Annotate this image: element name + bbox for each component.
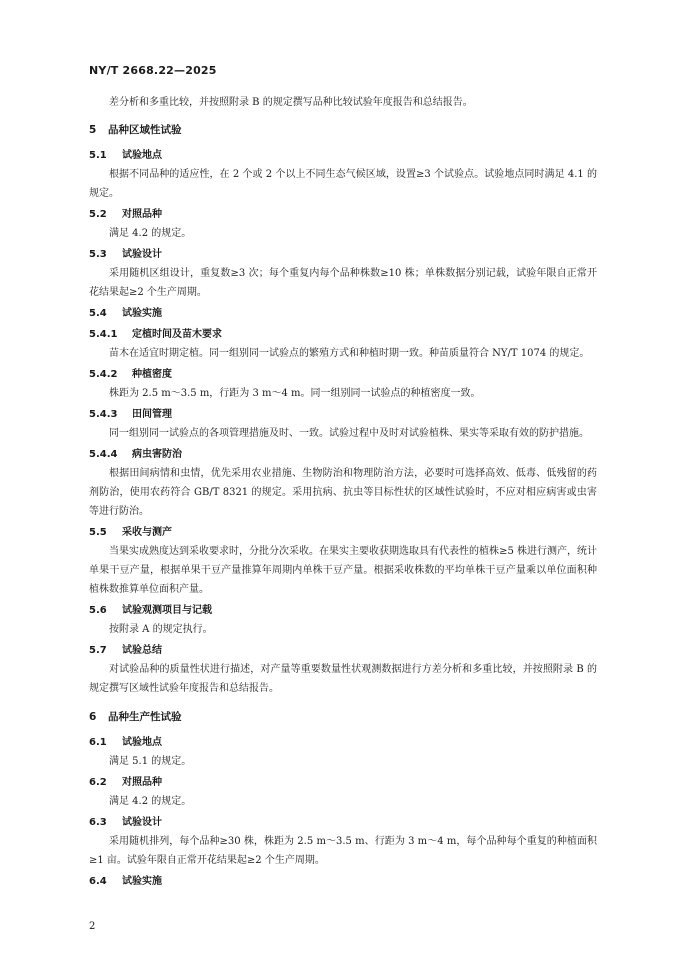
section-title: 对照品种 bbox=[122, 209, 162, 220]
section-title: 试验实施 bbox=[122, 308, 162, 319]
section-6-1-heading bbox=[89, 733, 597, 752]
section-5-6-text: 按附录 A 的规定执行。 bbox=[109, 624, 213, 635]
section-title: 试验地点 bbox=[122, 150, 162, 161]
section-5-4-4-text: 根据田间病情和虫情，优先采用农业措施、生物防治和物理防治方法，必要时可选择高效、低毒、低残留的药剂防治，使用农药符合 GB/T 8321 的规定。采用抗病、抗虫等目标性状的区域性试验时，不应对相应病害或虫害等进行防治。 bbox=[89, 468, 597, 517]
section-number: 5.5 bbox=[89, 527, 107, 538]
section-5-5-heading bbox=[89, 523, 597, 542]
section-5-6-heading bbox=[89, 601, 597, 620]
section-title: 采收与测产 bbox=[122, 527, 172, 538]
section-5-4-4-heading bbox=[89, 445, 597, 464]
section-6-2-text: 满足 4.2 的规定。 bbox=[109, 796, 192, 807]
section-title: 试验地点 bbox=[122, 737, 162, 748]
section-number: 5.1 bbox=[89, 150, 107, 161]
section-number: 5.7 bbox=[89, 645, 107, 656]
document-body bbox=[89, 93, 597, 891]
section-5-7-heading bbox=[89, 641, 597, 660]
section-number: 5.4.3 bbox=[89, 409, 118, 420]
section-number: 5.4.2 bbox=[89, 369, 118, 380]
section-title: 对照品种 bbox=[122, 777, 162, 788]
section-title: 病虫害防治 bbox=[132, 449, 182, 460]
section-title: 试验设计 bbox=[122, 817, 162, 828]
section-5-7-text: 对试验品种的质量性状进行描述，对产量等重要数量性状观测数据进行方差分析和多重比较，并按照附录 B 的规定撰写区域性试验年度报告和总结报告。 bbox=[89, 664, 597, 694]
section-title: 定植时间及苗木要求 bbox=[132, 329, 222, 340]
section-number: 5.2 bbox=[89, 209, 107, 220]
section-6-1-text: 满足 5.1 的规定。 bbox=[109, 756, 192, 767]
section-title: 品种生产性试验 bbox=[108, 711, 182, 723]
section-5-4-1-text: 苗木在适宜时期定植。同一组别同一试验点的繁殖方式和种植时期一致。种苗质量符合 NY/T 1074 的规定。 bbox=[109, 348, 590, 359]
section-6-3-text: 采用随机排列，每个品种≥30 株，株距为 2.5 m～3.5 m、行距为 3 m～4 m，每个品种每个重复的种植面积≥1 亩。试验年限自正常开花结果起≥2 个生产周期。 bbox=[89, 836, 597, 866]
section-title: 试验总结 bbox=[122, 645, 162, 656]
standard-code-header: NY/T 2668.22—2025 bbox=[89, 64, 217, 77]
section-title: 试验设计 bbox=[122, 249, 162, 260]
section-5-4-3-heading bbox=[89, 405, 597, 424]
section-6-3-heading bbox=[89, 813, 597, 832]
section-title: 种植密度 bbox=[132, 369, 172, 380]
section-number: 5.3 bbox=[89, 249, 107, 260]
section-5-1-text: 根据不同品种的适应性，在 2 个或 2 个以上不同生态气候区域，设置≥3 个试验点。试验地点同时满足 4.1 的规定。 bbox=[89, 169, 597, 199]
section-title: 田间管理 bbox=[132, 409, 172, 420]
section-5-4-2-heading bbox=[89, 365, 597, 384]
section-number: 5.4 bbox=[89, 308, 107, 319]
section-5-4-1-heading bbox=[89, 325, 597, 344]
section-5-heading bbox=[89, 121, 597, 140]
section-5-2-text: 满足 4.2 的规定。 bbox=[109, 228, 192, 239]
section-number: 5.4.4 bbox=[89, 449, 118, 460]
section-5-4-2-text: 株距为 2.5 m～3.5 m，行距为 3 m～4 m。同一组别同一试验点的种植密度一致。 bbox=[109, 388, 481, 399]
section-number: 5 bbox=[89, 124, 97, 136]
page-number: 2 bbox=[89, 921, 96, 932]
section-5-3-text: 采用随机区组设计，重复数≥3 次；每个重复内每个品种株数≥10 株；单株数据分别记载，试验年限自正常开花结果起≥2 个生产周期。 bbox=[89, 268, 597, 298]
section-number: 6.2 bbox=[89, 777, 107, 788]
section-6-heading bbox=[89, 708, 597, 727]
section-5-4-3-text: 同一组别同一试验点的各项管理措施及时、一致。试验过程中及时对试验植株、果实等采取有效的防护措施。 bbox=[109, 428, 589, 439]
section-number: 5.4.1 bbox=[89, 329, 118, 340]
section-5-1-heading bbox=[89, 146, 597, 165]
section-5-3-heading bbox=[89, 245, 597, 264]
section-5-4-heading bbox=[89, 304, 597, 323]
intro-paragraph: 差分析和多重比较，并按照附录 B 的规定撰写品种比较试验年度报告和总结报告。 bbox=[109, 97, 473, 108]
section-5-2-heading bbox=[89, 205, 597, 224]
section-6-4-heading bbox=[89, 872, 597, 891]
section-5-5-text: 当果实成熟度达到采收要求时，分批分次采收。在果实主要收获期选取具有代表性的植株≥5 株进行测产，统计单果干豆产量，根据单果干豆产量推算年周期内单株干豆产量。根据采收株数的平均单株干豆产量乘以单位面积种植株数推算单位面积产量。 bbox=[89, 546, 597, 595]
section-title: 试验实施 bbox=[122, 876, 162, 887]
section-6-2-heading bbox=[89, 773, 597, 792]
section-number: 6 bbox=[89, 711, 97, 723]
section-number: 5.6 bbox=[89, 605, 107, 616]
section-number: 6.3 bbox=[89, 817, 107, 828]
section-number: 6.4 bbox=[89, 876, 107, 887]
section-title: 试验观测项目与记载 bbox=[122, 605, 212, 616]
section-number: 6.1 bbox=[89, 737, 107, 748]
section-title: 品种区域性试验 bbox=[108, 124, 182, 136]
